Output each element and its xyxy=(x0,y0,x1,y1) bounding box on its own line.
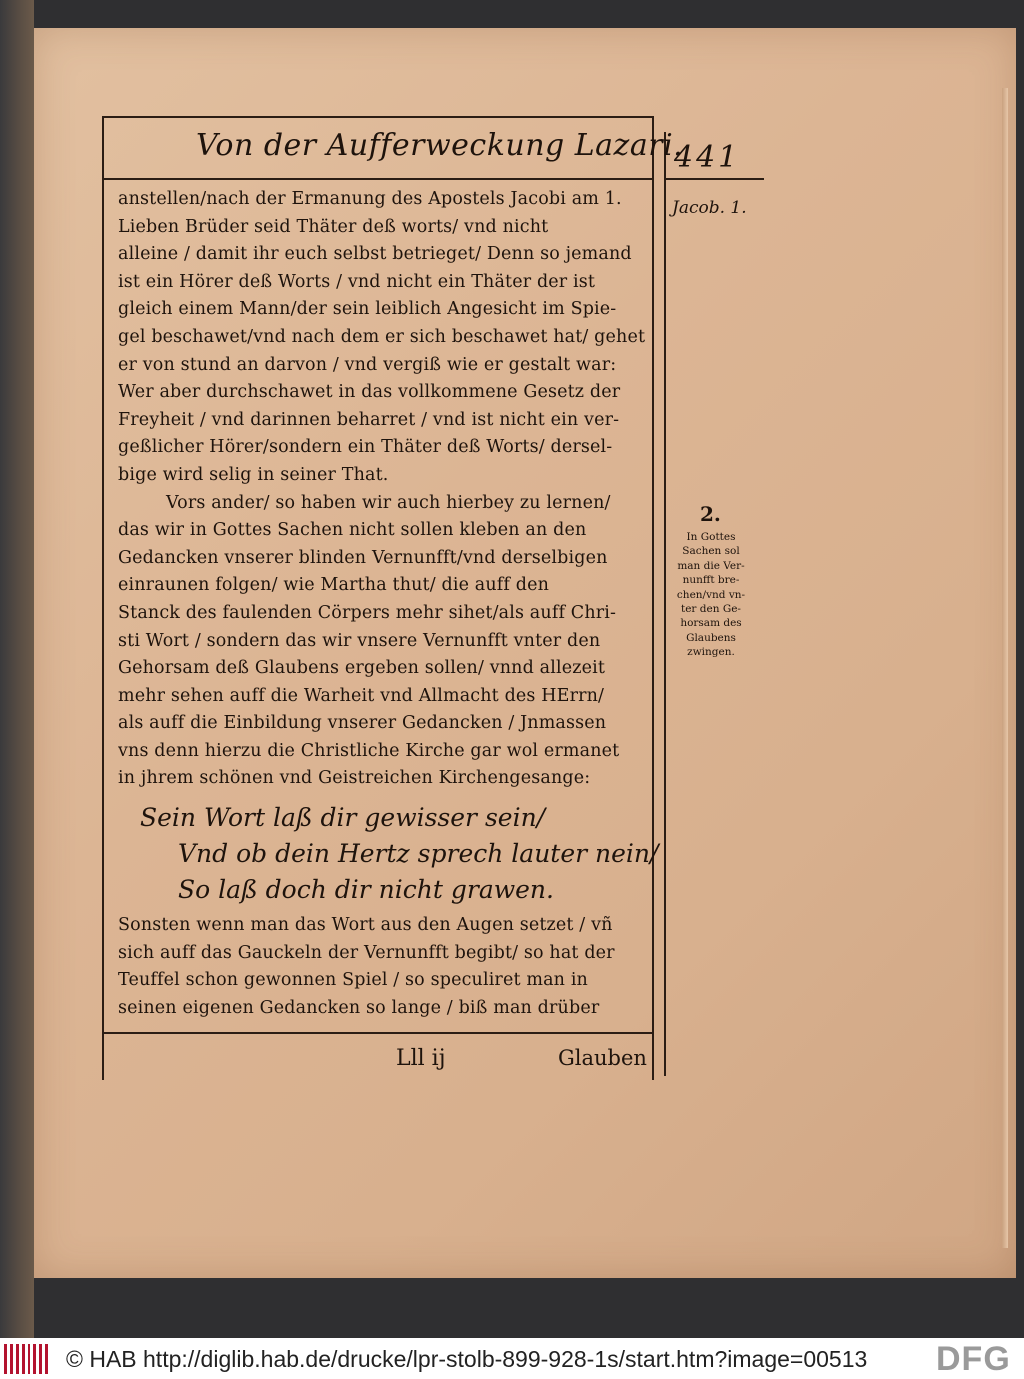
margin-note-line: horsam des xyxy=(680,617,742,630)
margin-note-line: nunfft bre- xyxy=(682,574,740,587)
margin-note-line: In Gottes xyxy=(686,531,736,543)
text-line: gleich einem Mann/der sein leiblich Angesicht im Spie- xyxy=(118,299,617,320)
text-line: ist ein Hörer deß Worts / vnd nicht ein Thäter der ist xyxy=(118,271,596,292)
text-line: Sonsten wenn man das Wort aus den Augen setzet / vñ xyxy=(118,915,613,935)
margin-note-line: Sachen sol xyxy=(682,545,740,558)
text-line: Gehorsam deß Glaubens ergeben sollen/ vnnd allezeit xyxy=(118,658,606,679)
margin-note-line: Glaubens xyxy=(686,631,736,644)
page-number: 441 xyxy=(674,140,741,175)
verse-line: Vnd ob dein Hertz sprech lauter nein/ xyxy=(178,839,659,868)
text-line: gel beschawet/vnd nach dem er sich beschawet hat/ gehet xyxy=(118,326,646,347)
text-line: alleine / damit ihr euch selbst betrieget/ Denn so jemand xyxy=(118,244,632,265)
text-line: sti Wort / sondern das wir vnsere Vernunfft vnter den xyxy=(118,630,601,651)
margin-note xyxy=(660,530,762,660)
signature-mark: Lll ij xyxy=(396,1046,446,1071)
page-edge xyxy=(1002,88,1008,1248)
text-line: Teuffel schon gewonnen Spiel / so speculiret man in xyxy=(118,970,588,991)
text-line: in jhrem schönen vnd Geistreichen Kirchengesange: xyxy=(118,768,591,789)
text-line: Stanck des faulenden Cörpers mehr sihet/als auff Chri- xyxy=(118,602,617,623)
text-line: anstellen/nach der Ermanung des Apostels Jacobi am 1. xyxy=(118,189,622,209)
hymn-verse xyxy=(140,800,658,908)
text-line: das wir in Gottes Sachen nicht sollen kleben an den xyxy=(118,520,587,541)
text-line: als auff die Einbildung vnserer Gedancken / Jnmassen xyxy=(118,713,607,734)
text-line: geßlicher Hörer/sondern ein Thäter deß Worts/ dersel- xyxy=(118,437,613,458)
running-head: Von der Aufferweckung Lazari. xyxy=(196,128,684,163)
footer-url[interactable]: © HAB http://diglib.hab.de/drucke/lpr-stolb-899-928-1s/start.htm?image=00513 xyxy=(66,1346,868,1372)
main-text-block-1 xyxy=(118,186,652,793)
text-line: Wer aber durchschawet in das vollkommene Gesetz der xyxy=(118,382,621,403)
verse-line: Sein Wort laß dir gewisser sein/ xyxy=(140,803,546,832)
footer-rule xyxy=(104,1032,652,1034)
text-line: einraunen folgen/ wie Martha thut/ die auff den xyxy=(118,575,550,596)
text-line: sich auff das Gauckeln der Vernunfft begibt/ so hat der xyxy=(118,942,615,963)
margin-rule xyxy=(664,178,764,180)
margin-note-line: zwingen. xyxy=(687,646,735,659)
text-line: Lieben Brüder seid Thäter deß worts/ vnd nicht xyxy=(118,216,549,237)
dfg-logo: DFG xyxy=(936,1340,1011,1378)
book-spine-edge xyxy=(0,0,34,1338)
verse-line: So laß doch dir nicht grawen. xyxy=(178,875,554,904)
text-line: bige wird selig in seiner That. xyxy=(118,464,389,485)
header-rule-bottom xyxy=(104,178,652,180)
main-text-block-2 xyxy=(118,912,652,1022)
margin-note-line: man die Ver- xyxy=(677,559,745,572)
text-frame-right xyxy=(652,116,654,1080)
header-rule-top xyxy=(104,116,652,118)
margin-number: 2. xyxy=(700,502,721,526)
text-frame-left xyxy=(102,116,104,1080)
text-line: seinen eigenen Gedancken so lange / biß man drüber xyxy=(118,997,600,1018)
text-line: mehr sehen auff die Warheit vnd Allmacht des HErrn/ xyxy=(118,685,605,706)
margin-note-line: chen/vnd vn- xyxy=(676,588,746,601)
catchword: Glauben xyxy=(558,1046,647,1070)
hab-barcode-logo xyxy=(4,1344,48,1374)
text-line: Freyheit / vnd darinnen beharret / vnd ist nicht ein ver- xyxy=(118,409,620,430)
text-line: Vors ander/ so haben wir auch hierbey zu lernen/ xyxy=(166,492,611,513)
text-line: er von stund an darvon / vnd vergiß wie er gestalt war: xyxy=(118,354,617,375)
margin-reference: Jacob. 1. xyxy=(672,198,747,218)
text-line: Gedancken vnserer blinden Vernunfft/vnd derselbigen xyxy=(118,547,608,568)
margin-note-line: ter den Ge- xyxy=(681,603,741,616)
text-line: vns denn hierzu die Christliche Kirche gar wol ermanet xyxy=(118,740,620,761)
